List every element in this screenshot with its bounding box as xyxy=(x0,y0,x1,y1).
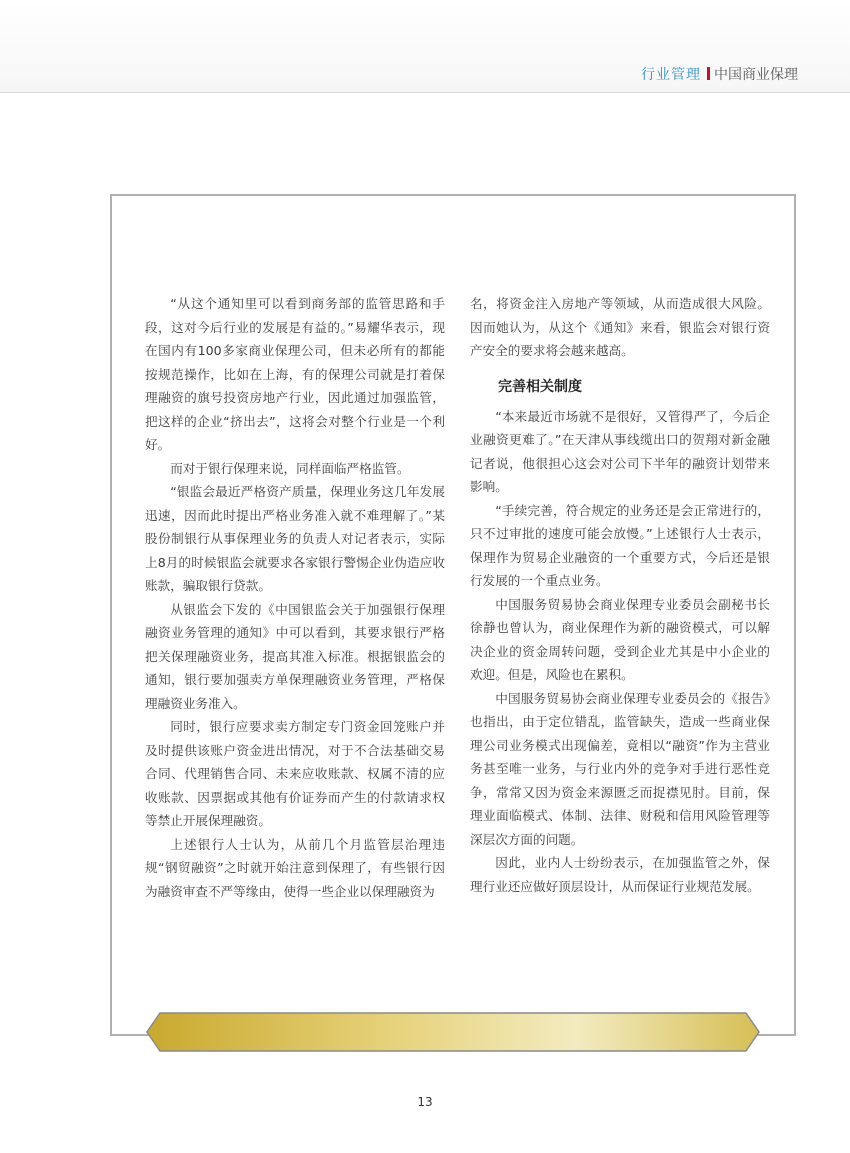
paragraph: 中国服务贸易协会商业保理专业委员会的《报告》也指出，由于定位错乱，监管缺失，造成一些商业保理公司业务模式出现偏差，竟相以“融资”作为主营业务甚至唯一业务，与行业内外的竞争对手进行恶性竞争，常常又因为资金来源匮乏而捉襟见肘。目前，保理业面临模式、体制、法律、财税和信用风险管理等深层次方面的问题。 xyxy=(470,690,770,847)
paragraph: 而对于银行保理来说，同样面临严格监管。 xyxy=(170,460,410,476)
decorative-gold-band xyxy=(146,1012,760,1052)
paragraph: 因此，业内人士纷纷表示，在加强监管之外，保理行业还应做好顶层设计，从而保证行业规范发展。 xyxy=(470,855,770,894)
header-divider xyxy=(707,67,710,80)
paragraph: 中国服务贸易协会商业保理专业委员会副秘书长徐静也曾认为，商业保理作为新的融资模式，可以解决企业的资金周转问题，受到企业尤其是中小企业的欢迎。但是，风险也在累积。 xyxy=(470,596,770,682)
paragraph: 同时，银行应要求卖方制定专门资金回笼账户并及时提供该账户资金进出情况，对于不合法基础交易合同、代理销售合同、未来应收账款、权属不清的应收账款、因票据或其他有价证券而产生的付款请求权等禁止开展保理融资。 xyxy=(145,719,445,828)
section-title: 行业管理 xyxy=(641,67,701,83)
paragraph: “从这个通知里可以看到商务部的监管思路和手段，这对今后行业的发展是有益的。”易耀华表示，现在国内有100多家商业保理公司，但未必所有的都能按规范操作，比如在上海，有的保理公司就是打着保理融资的旗号投资房地产行业，因此通过加强监管，把这样的企业“挤出去”，这将会对整个行业是一个利好。 xyxy=(145,296,445,452)
paragraph: “本来最近市场就不是很好，又管得严了，今后企业融资更难了。”在天津从事线缆出口的贺翔对新金融记者说，他很担心这会对公司下半年的融资计划带来影响。 xyxy=(470,408,770,494)
publication-title: 中国商业保理 xyxy=(714,67,798,83)
paragraph: “银监会最近严格资产质量，保理业务这几年发展迅速，因而此时提出严格业务准入就不难理解了。”某股份制银行从事保理业务的负责人对记者表示，实际上8月的时候银监会就要求各家银行警惕企业伪造应收账款，骗取银行贷款。 xyxy=(145,484,445,593)
article-column-right xyxy=(470,292,770,898)
paragraph-continued: 名，将资金注入房地产等领域，从而造成很大风险。因而她认为，从这个《通知》来看，银监会对银行资产安全的要求将会越来越高。 xyxy=(470,296,770,358)
paragraph: “手续完善，符合规定的业务还是会正常进行的，只不过审批的速度可能会放慢。”上述银行人士表示，保理作为贸易企业融资的一个重要方式，今后还是银行发展的一个重点业务。 xyxy=(470,502,770,588)
page-number: 13 xyxy=(417,1095,433,1109)
article-column-left xyxy=(145,292,445,903)
running-header xyxy=(641,66,798,84)
paragraph: 从银监会下发的《中国银监会关于加强银行保理融资业务管理的通知》中可以看到，其要求银行严格把关保理融资业务，提高其准入标准。根据银监会的通知，银行要加强卖方单保理融资业务管理，严格保理融资业务准入。 xyxy=(145,601,445,711)
page-header xyxy=(0,0,850,93)
paragraph: 上述银行人士认为，从前几个月监管层治理违规“钢贸融资”之时就开始注意到保理了，有些银行因为融资审查不严等缘由，使得一些企业以保理融资为 xyxy=(145,836,445,899)
section-subheading: 完善相关制度 xyxy=(498,378,582,395)
